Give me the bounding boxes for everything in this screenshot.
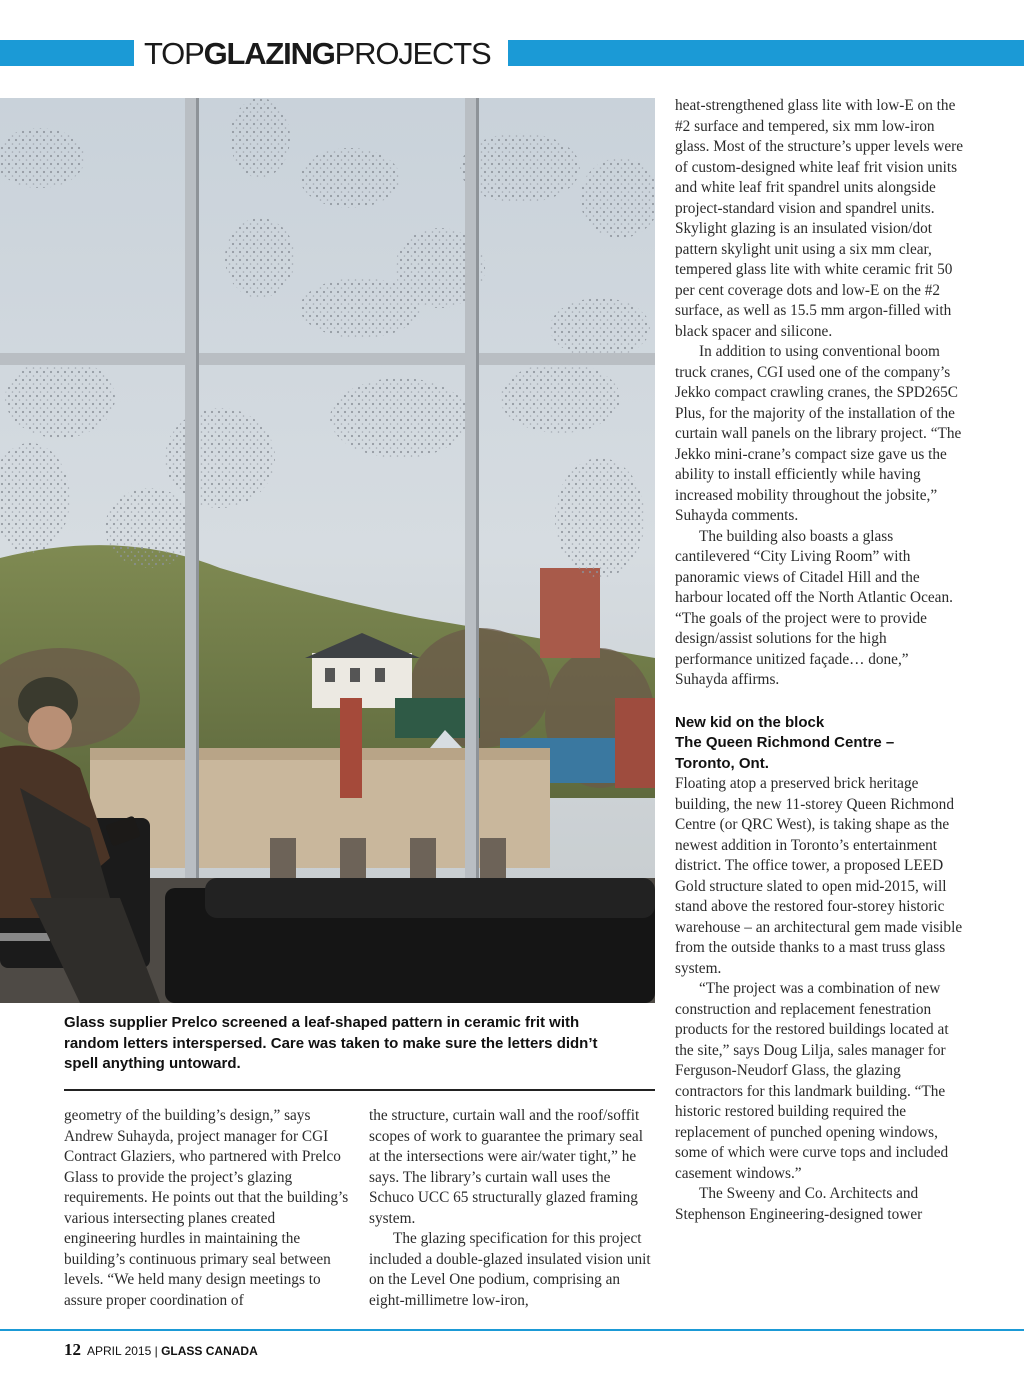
- section-subheading: [675, 713, 965, 775]
- section-title-glazing: GLAZING: [203, 36, 335, 71]
- paragraph: Floating atop a preserved brick heritage building, the new 11-storey Queen Richmond Centre (or QRC West), is taking shape as the newest addition in Toronto’s entertainment district. The office tower, a proposed LEED Gold structure slated to open mid-2015, will stand above the restored four-storey historic warehouse – an architectural gem made visible from the outside thanks to a mast truss glass system.: [675, 775, 963, 977]
- paragraph: the structure, curtain wall and the roof/soffit scopes of work to guarantee the primary seal at the intersections were air/water tight,” he says. The library’s curtain wall uses the Schuco UCC 65 structurally glazed framing system.: [369, 1107, 643, 1227]
- publication-name: GLASS CANADA: [161, 1344, 258, 1358]
- page-footer: [64, 1340, 258, 1360]
- caption-divider: [64, 1089, 655, 1091]
- header-accent-bar-right: [508, 40, 1024, 66]
- subheading-line: New kid on the block: [675, 713, 825, 731]
- paragraph: “The project was a combination of new construction and replacement fenestration products for the restored buildings located at the site,” says Doug Lilja, sales manager for Ferguson-Neudorf Glass, the glazing contractors for this landmark building. “The historic restored building required the replacement of punched opening windows, some of which were curve tops and included casement windows.”: [675, 980, 949, 1182]
- article-column-1: [64, 1106, 350, 1311]
- section-title-projects: PROJECTS: [334, 36, 491, 71]
- header-accent-bar-left: [0, 40, 134, 66]
- subheading-line: The Queen Richmond Centre –: [675, 734, 895, 751]
- paragraph: In addition to using conventional boom truck cranes, CGI used one of the company’s Jekko compact crawling cranes, the SPD265C Plus, for the majority of the installation of the curtain wall panels on the library project. “The Jekko mini-crane’s compact size gave us the ability to install efficiently while having increased mobility throughout the jobsite,” Suhayda comments.: [675, 343, 962, 524]
- paragraph: The Sweeny and Co. Architects and Stephenson Engineering-designed tower: [675, 1185, 923, 1223]
- library-interior-photo: [0, 98, 655, 1003]
- article-column-3: [675, 96, 965, 1225]
- subheading-line: Toronto, Ont.: [675, 754, 769, 772]
- paragraph: geometry of the building’s design,” says Andrew Suhayda, project manager for CGI Contract Glaziers, who partnered with Prelco Glass to provide the project’s glazing requirements. He points out that the building’s various intersecting planes created engineering hurdles in maintaining the building’s continuous primary seal between levels. “We held many design meetings to assure proper coordination of: [64, 1107, 349, 1309]
- section-title: [144, 34, 490, 74]
- paragraph: The building also boasts a glass cantilevered “City Living Room” with panoramic views of Citadel Hill and the harbour located off the North Atlantic Ocean. “The goals of the project were to provide design/assist solutions for the high performance unitized façade… done,” Suhayda affirms.: [675, 527, 953, 688]
- photo-illustration: [0, 98, 655, 1003]
- issue-date: APRIL 2015 |: [87, 1344, 162, 1358]
- photo-caption: Glass supplier Prelco screened a leaf-shaped pattern in ceramic frit with random letters interspersed. Care was taken to make sure the letters didn’t spell anything untoward.: [64, 1014, 598, 1072]
- page-number: 12: [64, 1340, 81, 1359]
- paragraph: The glazing specification for this project included a double-glazed insulated vision unit on the Level One podium, comprising an eight-millimetre low-iron,: [369, 1230, 651, 1309]
- footer-divider: [0, 1329, 1024, 1331]
- paragraph: heat-strengthened glass lite with low-E on the #2 surface and tempered, six mm low-iron glass. Most of the structure’s upper levels were of custom-designed white leaf frit vision units and white leaf frit spandrel units alongside project-standard vision and spandrel units. Skylight glazing is an insulated vision/dot pattern skylight unit using a six mm clear, tempered glass lite with white ceramic frit 50 per cent coverage dots and low-E on the #2 surface, as well as 15.5 mm argon-filled with black spacer and silicone.: [675, 97, 964, 340]
- section-title-top: TOP: [144, 36, 204, 71]
- article-column-2: [369, 1106, 657, 1311]
